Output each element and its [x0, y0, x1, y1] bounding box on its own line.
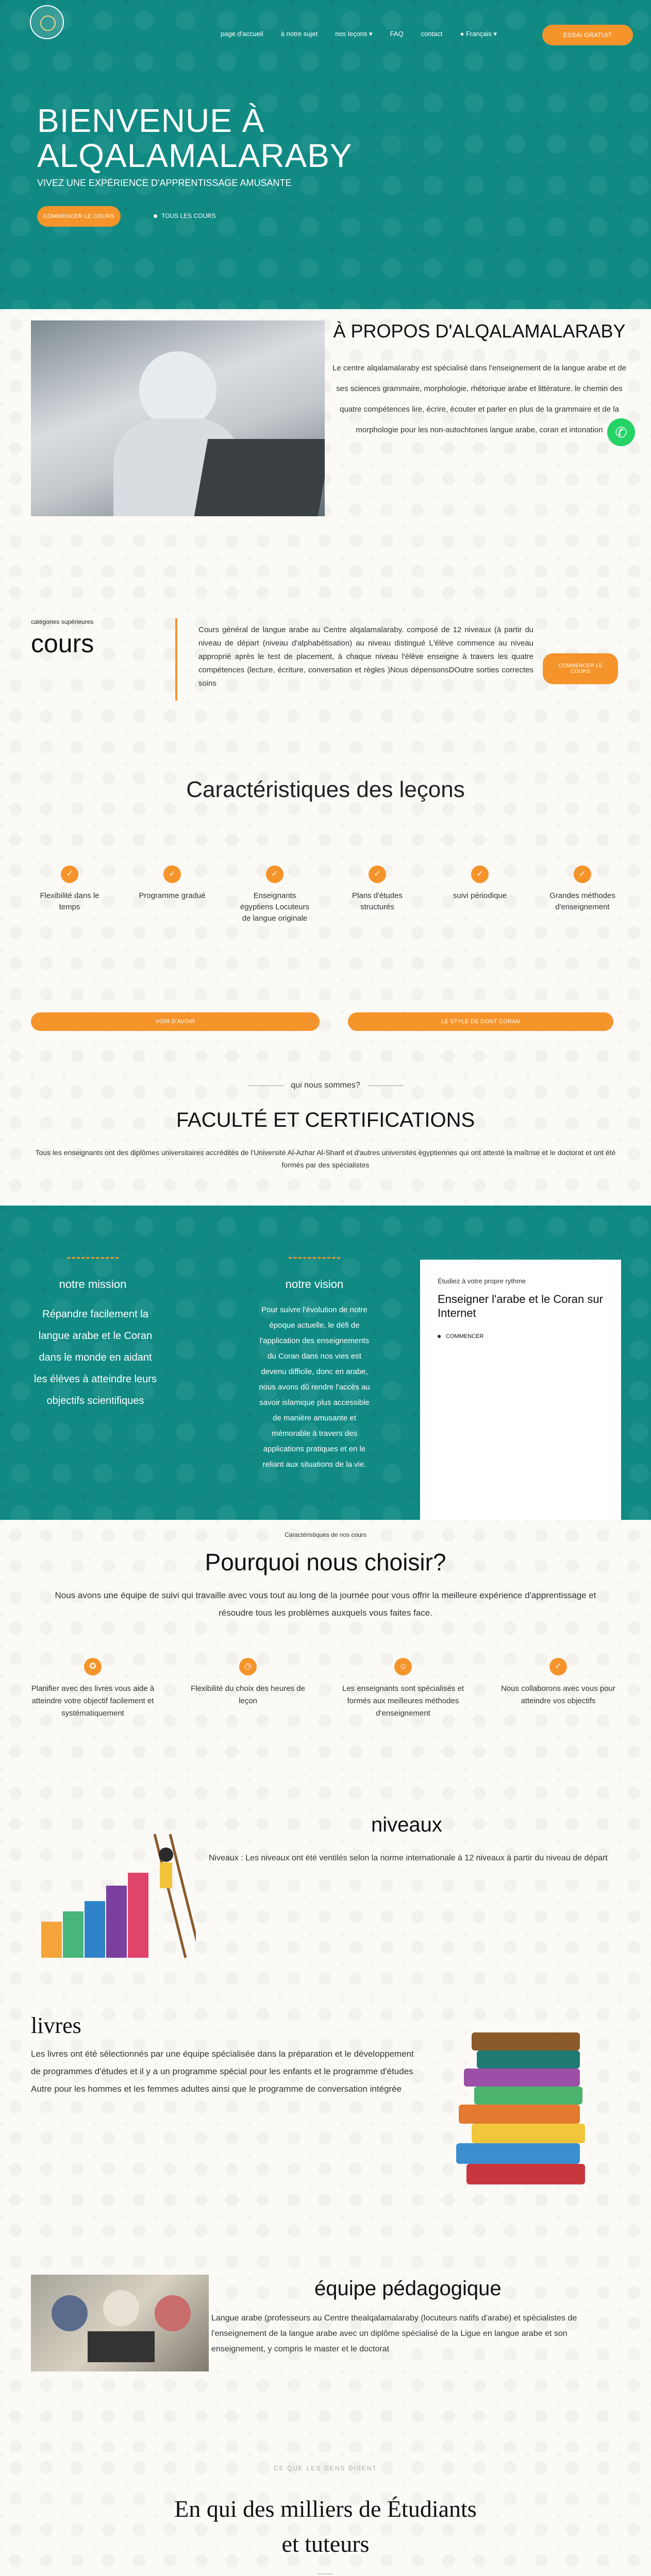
feature-label: Enseignants égyptiens Locuteurs de langue originale	[240, 891, 310, 923]
testimonials-title: En qui des milliers de Étudiants et tuteurs	[174, 2496, 477, 2557]
vision-title: notre vision	[285, 1278, 344, 1291]
why-item	[186, 1658, 310, 1720]
nav-lessons[interactable]: nos leçons ▾	[335, 30, 373, 38]
why-item	[31, 1658, 155, 1720]
quran-style-button[interactable]: LE STYLE DE DONT CORAN	[348, 1012, 613, 1031]
online-title: Enseigner l'arabe et le Coran sur Internet	[438, 1293, 603, 1319]
levels-section	[0, 1777, 651, 1999]
why-label: Planifier avec des livres vous aide à atteindre votre objectif facilement et systématiquement	[31, 1684, 155, 1718]
feature-item	[544, 866, 621, 924]
levels-illustration	[31, 1824, 196, 1963]
nav-home[interactable]: page d'accueil	[221, 30, 263, 38]
site-logo[interactable]	[30, 5, 64, 39]
online-link-label: COMMENCER	[446, 1333, 484, 1340]
divider	[318, 2573, 333, 2574]
nav-about[interactable]: à notre sujet	[280, 30, 318, 38]
divider	[289, 1257, 340, 1259]
person-shape	[155, 2295, 191, 2331]
testimonials-section	[0, 2452, 651, 2576]
laptop-shape	[88, 2331, 155, 2362]
features-section	[0, 762, 651, 1077]
person-shape	[52, 2295, 88, 2331]
courses-section	[0, 577, 651, 762]
about-title: À PROPOS D'ALQALAMALARABY	[333, 320, 626, 342]
laptop-shape	[194, 439, 325, 516]
person-shape	[103, 2290, 139, 2326]
online-start-link[interactable]	[438, 1333, 604, 1340]
why-item	[496, 1658, 620, 1720]
check-icon: ✓	[574, 866, 591, 883]
faculty-title: FACULTÉ ET CERTIFICATIONS	[176, 1109, 475, 1131]
free-trial-button[interactable]: ESSAI GRATUIT	[542, 25, 633, 45]
courses-text: Cours général de langue arabe au Centre alqalamalaraby. composé de 12 niveaux (à partir du niveau de départ (niveau d'alphabétisation) au niveau distingué L'élève commence au niveau approprié après le test de placement, à chaque niveau l'élève enseigne à travers les quatre compétences (lecture, écriture, conversation et règles )Nous dépensonsDOutre sorties correctes soins	[198, 625, 533, 688]
medal-icon: ✪	[84, 1658, 102, 1675]
why-label: Nous collaborons avec vous pour atteindre vos objectifs	[501, 1684, 615, 1705]
mission-vision-section	[0, 1206, 651, 1520]
why-text: Nous avons une équipe de suivi qui travaille avec vous tout au long de la journée pour vous offrir la meilleure expérience d'apprentissage et résoudre tous les problèmes auxquels vous faites face.	[55, 1590, 596, 1618]
why-list	[31, 1658, 620, 1720]
hijab-head-shape	[139, 351, 216, 429]
why-title: Pourquoi nous choisir?	[205, 1549, 446, 1575]
mission-text: Répandre facilement la langue arabe et le Coran dans le monde en aidant les élèves à atteindre leurs objectifs scientifiques	[34, 1309, 157, 1406]
feature-item	[339, 866, 416, 924]
levels-title: niveaux	[371, 1814, 442, 1836]
features-title: Caractéristiques des leçons	[186, 777, 465, 802]
team-image	[31, 2275, 209, 2371]
clock-icon: ◷	[239, 1658, 257, 1675]
feature-label: suivi périodique	[453, 891, 507, 900]
books-title: livres	[31, 2013, 81, 2038]
why-section	[0, 1520, 651, 1777]
bullet-icon	[154, 214, 157, 218]
accent-line	[175, 618, 177, 701]
check-icon: ✓	[266, 866, 283, 883]
handshake-icon: ✓	[549, 1658, 567, 1675]
feature-item	[236, 866, 313, 924]
faculty-kicker-row	[0, 1081, 651, 1090]
feature-label: Flexibilité dans le temps	[40, 891, 99, 911]
hero-title: BIENVENUE À ALQALAMALARABY	[37, 102, 353, 174]
feature-label: Grandes méthodes d'enseignement	[549, 891, 615, 911]
vision-text: Pour suivre l'évolution de notre époque actuelle, le défi de l'application des enseignements du Coran dans nos vies est devenu difficile, donc en arabe, nous avons dû rendre l'accès au savoir islamique plus accessible de manière amusante et mémorable à travers des applications pratiques et en le reliant aux situations de la vie.	[259, 1306, 370, 1469]
about-text: Le centre alqalamalaraby est spécialisé dans l'enseignement de la langue arabe et de ses sciences grammaire, morphologie, rhétorique arabe et littérature. le chemin des quatre compétences lire, écrire, écouter et parler en plus de la grammaire et de la morphologie pour les non-autochtones langue arabe, coran et intonation	[332, 364, 626, 434]
team-section	[0, 2246, 651, 2452]
team-title: équipe pédagogique	[314, 2277, 502, 2300]
books-section	[0, 1999, 651, 2246]
courses-kicker: catégories supérieures	[31, 618, 94, 625]
why-label: Les enseignants sont spécialisés et formés aux meilleures méthodes d'enseignement	[342, 1684, 464, 1718]
mission-title: notre mission	[59, 1278, 127, 1291]
courses-start-button[interactable]: COMMENCER LE COURS	[543, 653, 618, 684]
check-icon: ✓	[61, 866, 78, 883]
hero-subtitle: VIVEZ UNE EXPÉRIENCE D'APPRENTISSAGE AMUSANTE	[37, 178, 292, 188]
features-list	[31, 866, 621, 924]
divider	[67, 1257, 119, 1259]
online-kicker: Étudiez à votre propre rythme	[438, 1277, 526, 1285]
all-courses-label: TOUS LES COURS	[161, 212, 216, 219]
check-icon: ✓	[163, 866, 181, 883]
hero-section	[0, 0, 651, 309]
main-nav	[221, 30, 497, 38]
whatsapp-icon[interactable]: ✆	[607, 418, 635, 446]
feature-item	[31, 866, 108, 924]
feature-label: Programme gradué	[139, 891, 206, 900]
levels-text: Niveaux : Les niveaux ont été ventilés selon la norme internationale à 12 niveaux à partir du niveau de départ	[209, 1854, 608, 1862]
why-label: Flexibilité du choix des heures de leçon	[191, 1684, 305, 1705]
bullet-icon	[438, 1335, 441, 1338]
faculty-kicker: qui nous sommes?	[291, 1081, 360, 1090]
team-text: Langue arabe (professeurs au Centre thealqalamalaraby (locuteurs natifs d'arabe) et spécialistes de l'enseignement de la langue arabe avec un diplôme spécialisé de la Ligue en langue arabe et son enseignement, y compris le master et le doctorat	[211, 2314, 577, 2353]
feature-item	[441, 866, 519, 924]
start-course-button[interactable]: COMMENCER LE COURS	[37, 206, 121, 227]
about-section	[0, 309, 651, 577]
teacher-icon: ☺	[394, 1658, 412, 1675]
testimonials-kicker: CE QUE LES GENS DISENT	[274, 2465, 377, 2472]
feature-item	[133, 866, 211, 924]
nav-faq[interactable]: FAQ	[390, 30, 404, 38]
nav-contact[interactable]: contact	[421, 30, 443, 38]
books-illustration	[436, 2009, 611, 2195]
check-icon: ✓	[471, 866, 489, 883]
faculty-text: Tous les enseignants ont des diplômes universitaires accrédités de l'Université Al-Azhar Al-Sharif et d'autres universités égyptiennes qui ont attesté la maîtrise et le doctorat et ont été formés par des spécialistes	[35, 1148, 616, 1169]
check-icon: ✓	[369, 866, 386, 883]
why-item	[341, 1658, 465, 1720]
courses-title: cours	[31, 629, 94, 658]
faculty-section	[0, 1077, 651, 1206]
feature-label: Plans d'études structurés	[352, 891, 403, 911]
books-text: Les livres ont été sélectionnés par une équipe spécialisée dans la préparation et le développement de programmes d'études et il y a un programme spécial pour les enfants et le programme d'études Autre pour les hommes et les femmes adultes ainsi que le programme de conversation intégrée	[31, 2049, 414, 2094]
see-more-button[interactable]: VOIR D'AVOIR	[31, 1012, 320, 1031]
why-kicker: Caractéristiques de nos cours	[285, 1531, 366, 1538]
about-image	[31, 320, 325, 516]
online-card	[420, 1260, 621, 1520]
all-courses-link[interactable]	[154, 212, 216, 219]
nav-language[interactable]: ● Français ▾	[460, 30, 497, 38]
